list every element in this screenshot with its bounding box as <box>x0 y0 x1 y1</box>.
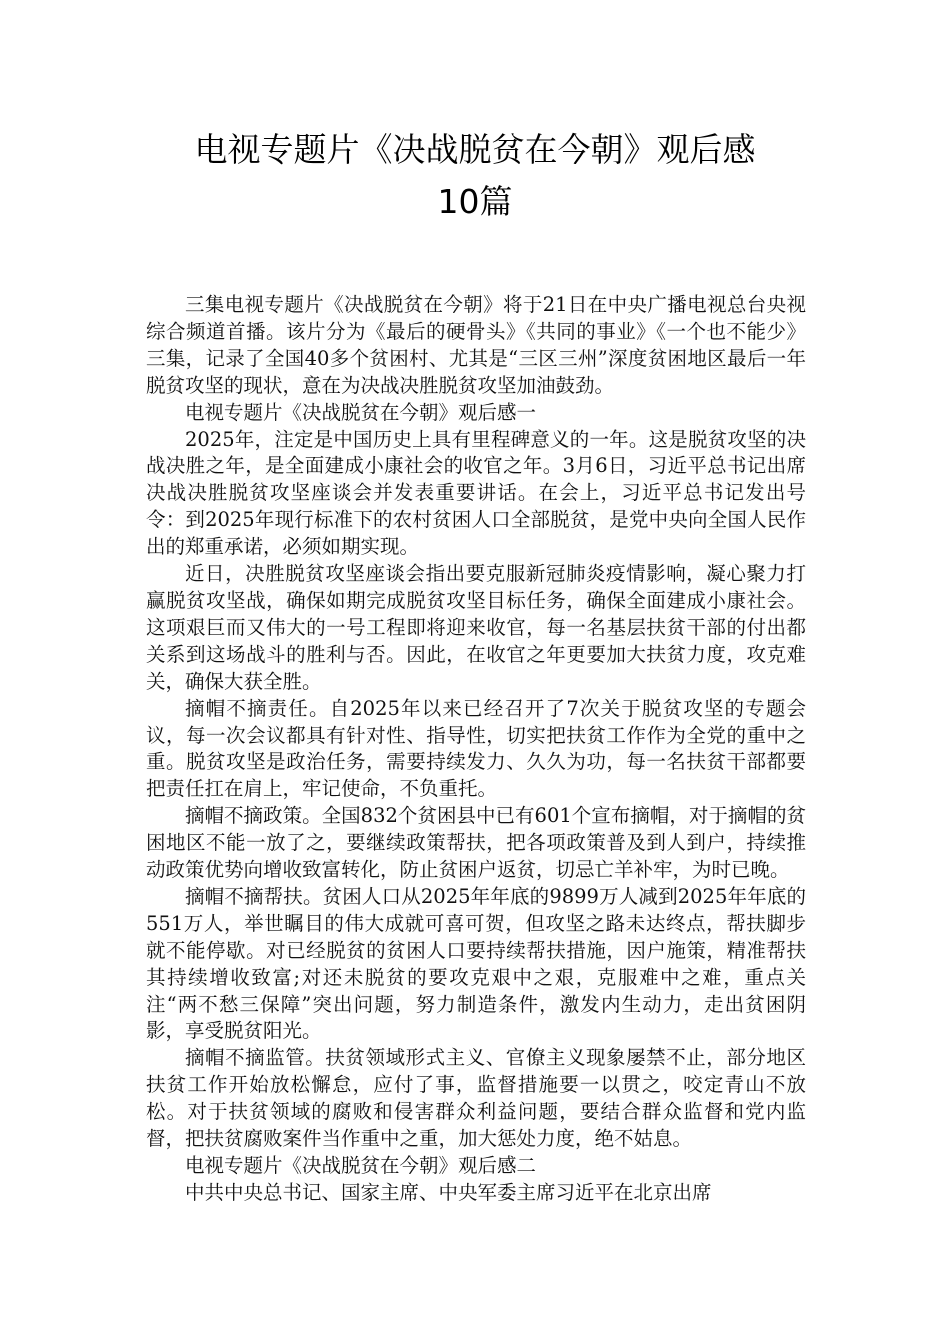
body-paragraph: 摘帽不摘责任。自2025年以来已经召开了7次关于脱贫攻坚的专题会议，每一次会议都具有针对性、指导性，切实把扶贫工作作为全党的重中之重。脱贫攻坚是政治任务，需要持续发力、久久为功，每一名扶贫干部都要把责任扛在肩上，牢记使命，不负重托。 <box>146 696 806 801</box>
intro-paragraph: 三集电视专题片《决战脱贫在今朝》将于21日在中央广播电视总台央视综合频道首播。该片分为《最后的硬骨头》《共同的事业》《一个也不能少》三集，记录了全国40多个贫困村、尤其是“三区三州”深度贫困地区最后一年脱贫攻坚的现状，意在为决战决胜脱贫攻坚加油鼓劲。 <box>146 293 806 397</box>
body-paragraph: 近日，决胜脱贫攻坚座谈会指出要克服新冠肺炎疫情影响，凝心聚力打赢脱贫攻坚战，确保如期完成脱贫攻坚目标任务，确保全面建成小康社会。这项艰巨而又伟大的一号工程即将迎来收官，每一名基层扶贫干部的付出都关系到这场战斗的胜利与否。因此，在收官之年更要加大扶贫力度，攻克难关，确保大获全胜。 <box>146 562 806 693</box>
body-paragraph: 中共中央总书记、国家主席、中央军委主席习近平在北京出席 <box>185 1180 712 1204</box>
document-body <box>146 292 806 1207</box>
document-title-line-1: 电视专题片《决战脱贫在今朝》观后感 <box>194 130 756 169</box>
body-paragraph: 摘帽不摘帮扶。贫困人口从2025年年底的9899万人减到2025年年底的551万人，举世瞩目的伟大成就可喜可贺，但攻坚之路未达终点，帮扶脚步就不能停歇。对已经脱贫的贫困人口要持续帮扶措施，因户施策，精准帮扶其持续增收致富;对还未脱贫的要攻克艰中之艰，克服难中之难，重点关注“两不愁三保障”突出问题，努力制造条件，激发内生动力，走出贫困阴影，享受脱贫阳光。 <box>146 884 806 1043</box>
body-paragraph: 摘帽不摘监管。扶贫领域形式主义、官僚主义现象屡禁不止，部分地区扶贫工作开始放松懈怠，应付了事，监督措施要一以贯之，咬定青山不放松。对于扶贫领域的腐败和侵害群众利益问题，要结合群众监督和党内监督，把扶贫腐败案件当作重中之重，加大惩处力度，绝不姑息。 <box>146 1046 806 1151</box>
section-heading-1: 电视专题片《决战脱贫在今朝》观后感一 <box>185 400 537 424</box>
document-title <box>100 124 850 228</box>
body-paragraph: 摘帽不摘政策。全国832个贫困县中已有601个宣布摘帽，对于摘帽的贫困地区不能一放了之，要继续政策帮扶，把各项政策普及到人到户，持续推动政策优势向增收致富转化，防止贫困户返贫，切忌亡羊补牢，为时已晚。 <box>146 804 806 882</box>
document-title-line-2: 10篇 <box>437 182 513 221</box>
body-paragraph: 2025年，注定是中国历史上具有里程碑意义的一年。这是脱贫攻坚的决战决胜之年，是全面建成小康社会的收官之年。3月6日，习近平总书记出席决战决胜脱贫攻坚座谈会并发表重要讲话。在会上，习近平总书记发出号令：到2025年现行标准下的农村贫困人口全部脱贫，是党中央向全国人民作出的郑重承诺，必须如期实现。 <box>146 427 806 559</box>
section-heading-2: 电视专题片《决战脱贫在今朝》观后感二 <box>185 1154 537 1177</box>
